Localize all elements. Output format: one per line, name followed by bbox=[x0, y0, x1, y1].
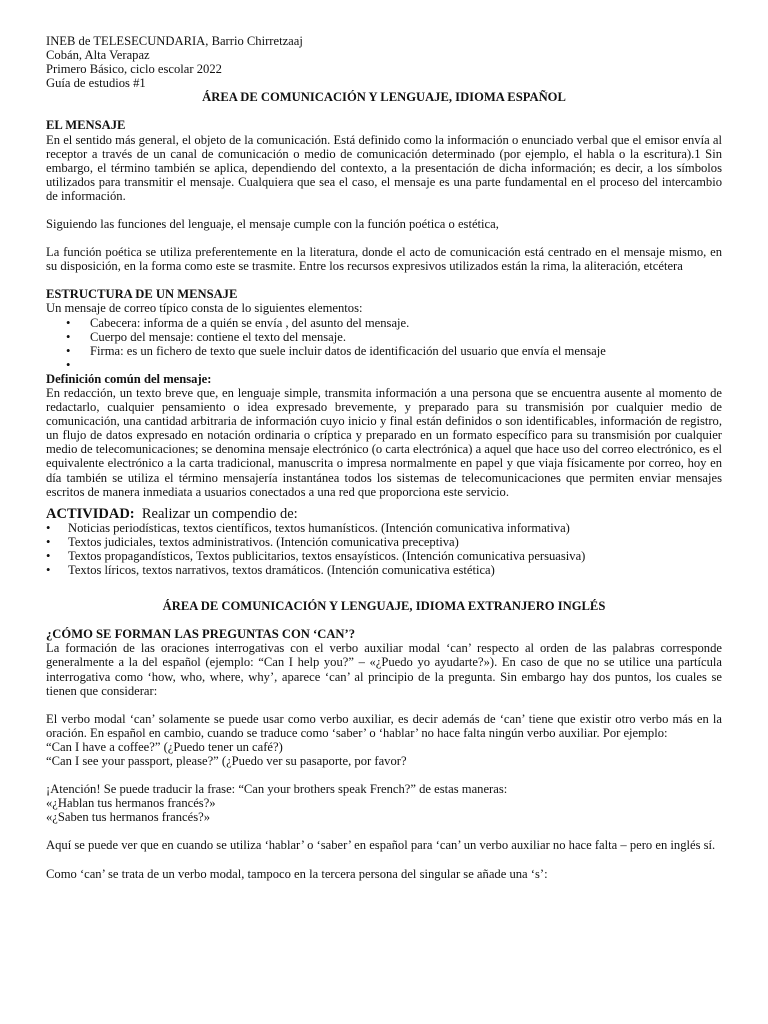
spacer bbox=[46, 203, 722, 217]
spacer bbox=[46, 824, 722, 838]
title-spanish-area: ÁREA DE COMUNICACIÓN Y LENGUAJE, IDIOMA ESPAÑOL bbox=[202, 90, 566, 105]
section-ingles bbox=[46, 599, 722, 880]
list-item: • Cabecera: informa de a quién se envía , del asunto del mensaje. bbox=[66, 315, 410, 330]
paragraph-third-person: Como ‘can’ se trata de un verbo modal, tampoco en la tercera persona del singular se añade una ‘s’: bbox=[46, 866, 548, 881]
paragraph-atencion: ¡Atención! Se puede traducir la frase: “Can your brothers speak French?” de estas maneras: bbox=[46, 782, 508, 797]
actividad-label: ACTIVIDAD: bbox=[46, 505, 135, 522]
spacer bbox=[46, 273, 722, 287]
list-item: • Firma: es un fichero de texto que suele incluir datos de identificación del usuario que envía el mensaje bbox=[66, 343, 606, 358]
section-el-mensaje bbox=[46, 118, 722, 273]
list-item: • Textos líricos, textos narrativos, textos dramáticos. (Intención comunicativa estética) bbox=[46, 563, 495, 578]
header-line-guide: Guía de estudios #1 bbox=[46, 76, 146, 91]
spacer bbox=[46, 231, 722, 245]
bullet-icon: • bbox=[66, 343, 71, 358]
bullet-icon: • bbox=[46, 549, 51, 563]
list-item: • Noticias periodísticas, textos científicos, textos humanísticos. (Intención comunicativa informativa) bbox=[46, 520, 570, 535]
bullet-icon: • bbox=[66, 329, 71, 344]
example-line: “Can I have a coffee?” (¿Puedo tener un café?) bbox=[46, 739, 283, 754]
bullet-icon: • bbox=[46, 520, 51, 535]
bullet-icon: • bbox=[66, 357, 71, 372]
paragraph-modal-can: El verbo modal ‘can’ solamente se puede usar como verbo auxiliar, es decir además de ‘can’ tiene que existir otro verbo más en la oración. En español en cambio, cuando se traduce como ‘saber’ o ‘hablar’ no hace falta ningún verbo auxiliar. Por ejemplo: bbox=[46, 711, 722, 740]
header-line-school: INEB de TELESECUNDARIA, Barrio Chirretzaaj bbox=[46, 34, 303, 48]
spacer bbox=[46, 577, 722, 599]
section-actividad bbox=[46, 507, 722, 577]
example-line: “Can I see your passport, please?” (¿Puedo ver su pasaporte, por favor? bbox=[46, 754, 407, 769]
list-item bbox=[46, 358, 722, 372]
section-estructura bbox=[46, 287, 722, 498]
bullet-icon: • bbox=[46, 534, 51, 549]
bullet-icon: • bbox=[46, 563, 51, 578]
spacer bbox=[46, 104, 722, 118]
spacer bbox=[46, 698, 722, 712]
spacer bbox=[46, 768, 722, 782]
bullet-icon: • bbox=[66, 315, 71, 330]
actividad-text: Realizar un compendio de: bbox=[141, 505, 298, 522]
heading-can-questions: ¿CÓMO SE FORMAN LAS PREGUNTAS CON ‘CAN’? bbox=[46, 627, 356, 642]
example-line: «¿Saben tus hermanos francés?» bbox=[46, 810, 211, 825]
list-item: • Textos judiciales, textos administrativos. (Intención comunicativa preceptiva) bbox=[46, 534, 459, 549]
heading-el-mensaje: EL MENSAJE bbox=[46, 118, 126, 133]
actividad-line bbox=[46, 507, 722, 521]
document-header bbox=[46, 34, 722, 104]
spacer bbox=[46, 853, 722, 867]
header-line-city: Cobán, Alta Verapaz bbox=[46, 48, 150, 63]
paragraph-estructura-intro: Un mensaje de correo típico consta de lo siguientes elementos: bbox=[46, 301, 363, 316]
paragraph-poetic-function: La función poética se utiliza preferentemente en la literatura, donde el acto de comunicación está centrado en el mensaje mismo, en su disposición, en la forma como este se trasmite. Entre los recursos expresivos utilizados están la rima, la aliteración, etcétera bbox=[46, 245, 722, 274]
actividad-list bbox=[46, 521, 722, 577]
paragraph-mensaje-definition: En el sentido más general, el objeto de la comunicación. Está definido como la información o enunciado verbal que el emisor envía al receptor a través de un canal de comunicación o medio de comunicación determinado (por ejemplo, el habla o la escritura).1 Sin embargo, el término también se aplica, dependiendo del contexto, a la presentación de dicha información; es decir, a los símbolos utilizados para transmitir el mensaje. Cualquiera que sea el caso, el mensaje es una parte fundamental en el proceso del intercambio de información. bbox=[46, 132, 722, 203]
paragraph-can-formation: La formación de las oraciones interrogativas con el verbo auxiliar modal ‘can’ respecto al orden de las palabras corresponde generalmente a la del español (ejemplo: “Can I help you?” – «¿Puedo yo ayudarte?»). En caso de que no se utilice una partícula interrogativa como ‘how, who, where, why’, aparece ‘can’ al principio de la pregunta. Sin embargo hay dos puntos, los cuales se tienen que considerar: bbox=[46, 641, 722, 698]
paragraph-definicion: En redacción, un texto breve que, en lenguaje simple, transmita información a una persona que se encuentra ausente al momento de redactarlo, cualquier pensamiento o idea expresado brevemente, y preparado para su transmisión por cualquier medio de comunicación, una cantidad arbitraria de información cuyo inicio y final están definidos o son identificables, información de registro, un flujo de datos expresado en notación ordinaria o críptica y preparado en un formato específico para su transmisión por cualquier medio de telecomunicaciones; se denomina mensaje electrónico (o carta electrónica) a aquel que hace uso del correo electrónico, es el equivalente electrónico a la carta tradicional, manuscrita o impresa normalmente en papel y que viaja físicamente por correo, hoy en día también se utiliza el término mensajería instantánea todos los sistemas de telecomunicaciones que permiten enviar mensajes escritos de manera inmediata a usuarios conectados a una red que proporciona este servicio. bbox=[46, 385, 722, 499]
spacer bbox=[46, 613, 722, 627]
list-item: • Cuerpo del mensaje: contiene el texto del mensaje. bbox=[66, 329, 346, 344]
paragraph-mensaje-function: Siguiendo las funciones del lenguaje, el mensaje cumple con la función poética o estética, bbox=[46, 217, 499, 232]
heading-estructura: ESTRUCTURA DE UN MENSAJE bbox=[46, 287, 238, 302]
header-line-grade: Primero Básico, ciclo escolar 2022 bbox=[46, 62, 222, 77]
example-line: «¿Hablan tus hermanos francés?» bbox=[46, 796, 216, 811]
list-item: • Textos propagandísticos, Textos publicitarios, textos ensayísticos. (Intención comunicativa persuasiva) bbox=[46, 549, 586, 563]
paragraph-auxiliar: Aquí se puede ver que en cuando se utiliza ‘hablar’ o ‘saber’ en español para ‘can’ un verbo auxiliar no hace falta – pero en inglés sí. bbox=[46, 838, 716, 853]
title-english-area: ÁREA DE COMUNICACIÓN Y LENGUAJE, IDIOMA EXTRANJERO INGLÉS bbox=[162, 599, 606, 614]
heading-definicion: Definición común del mensaje: bbox=[46, 371, 212, 386]
estructura-list bbox=[46, 316, 722, 372]
